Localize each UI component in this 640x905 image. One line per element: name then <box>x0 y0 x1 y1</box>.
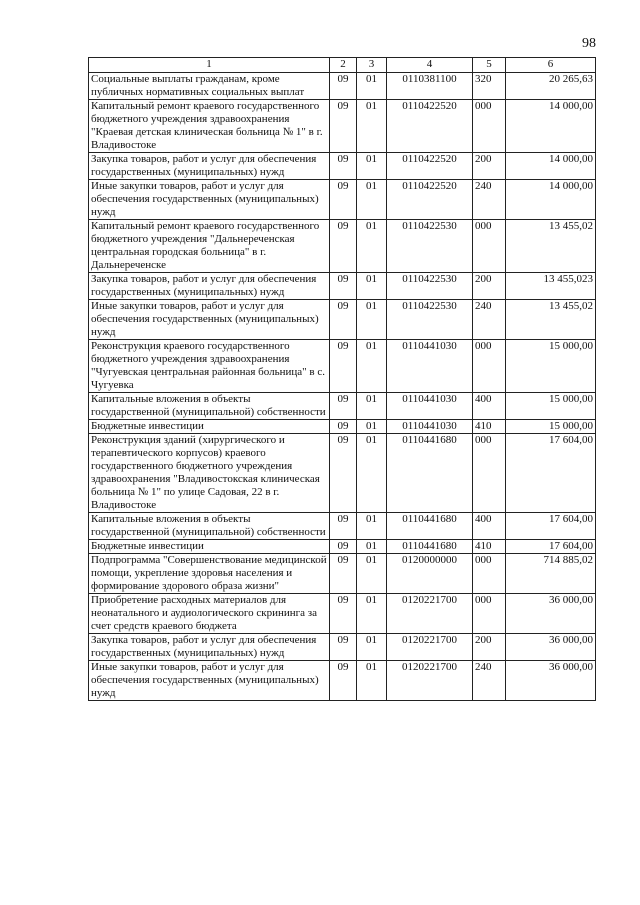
row-amount: 17 604,00 <box>506 513 596 540</box>
row-col-2: 09 <box>330 300 357 340</box>
row-name: Закупка товаров, работ и услуг для обеспечения государственных (муниципальных) нужд <box>89 634 330 661</box>
row-col-5: 000 <box>473 100 506 153</box>
row-name: Иные закупки товаров, работ и услуг для обеспечения государственных (муниципальных) нужд <box>89 300 330 340</box>
row-col-2: 09 <box>330 540 357 554</box>
row-col-3: 01 <box>357 153 387 180</box>
page-number: 98 <box>582 36 596 51</box>
row-col-2: 09 <box>330 220 357 273</box>
table-row <box>89 634 596 661</box>
row-name: Реконструкция краевого государственного бюджетного учреждения здравоохранения "Чугуевская центральная районная больница" в с. Чугуевка <box>89 340 330 393</box>
row-col-2: 09 <box>330 554 357 594</box>
row-col-5: 200 <box>473 153 506 180</box>
table-row <box>89 340 596 393</box>
row-col-3: 01 <box>357 100 387 153</box>
table-row <box>89 594 596 634</box>
row-name: Капитальные вложения в объекты государственной (муниципальной) собственности <box>89 513 330 540</box>
table-row <box>89 153 596 180</box>
row-col-5: 000 <box>473 434 506 513</box>
row-name: Бюджетные инвестиции <box>89 420 330 434</box>
table-row <box>89 273 596 300</box>
row-col-2: 09 <box>330 180 357 220</box>
table-row <box>89 513 596 540</box>
row-col-4: 0120000000 <box>387 554 473 594</box>
row-col-4: 0110441680 <box>387 513 473 540</box>
row-col-4: 0110422520 <box>387 180 473 220</box>
row-col-2: 09 <box>330 393 357 420</box>
row-col-4: 0120221700 <box>387 661 473 701</box>
row-col-5: 410 <box>473 540 506 554</box>
row-col-4: 0110422530 <box>387 220 473 273</box>
row-name: Подпрограмма "Совершенствование медицинской помощи, укрепление здоровья населения и формирование здорового образа жизни" <box>89 554 330 594</box>
row-col-2: 09 <box>330 661 357 701</box>
row-name: Бюджетные инвестиции <box>89 540 330 554</box>
row-col-4: 0110381100 <box>387 73 473 100</box>
row-col-5: 240 <box>473 180 506 220</box>
table-row <box>89 393 596 420</box>
row-amount: 714 885,02 <box>506 554 596 594</box>
header-row <box>89 58 596 73</box>
row-name: Закупка товаров, работ и услуг для обеспечения государственных (муниципальных) нужд <box>89 153 330 180</box>
row-col-5: 200 <box>473 273 506 300</box>
row-col-2: 09 <box>330 420 357 434</box>
row-name: Социальные выплаты гражданам, кроме публичных нормативных социальных выплат <box>89 73 330 100</box>
row-col-3: 01 <box>357 513 387 540</box>
row-amount: 15 000,00 <box>506 393 596 420</box>
row-col-3: 01 <box>357 73 387 100</box>
table-row <box>89 73 596 100</box>
row-col-2: 09 <box>330 434 357 513</box>
row-col-5: 000 <box>473 554 506 594</box>
row-col-2: 09 <box>330 340 357 393</box>
row-col-5: 000 <box>473 220 506 273</box>
row-col-4: 0110441680 <box>387 434 473 513</box>
table-row <box>89 661 596 701</box>
header-col-6: 6 <box>506 58 596 73</box>
row-name: Капитальный ремонт краевого государственного бюджетного учреждения "Дальнереченская центральная городская больница" в г. Дальнереченске <box>89 220 330 273</box>
row-col-5: 000 <box>473 340 506 393</box>
row-amount: 14 000,00 <box>506 153 596 180</box>
row-col-5: 240 <box>473 661 506 701</box>
row-col-3: 01 <box>357 180 387 220</box>
table-row <box>89 180 596 220</box>
row-col-3: 01 <box>357 661 387 701</box>
row-col-3: 01 <box>357 420 387 434</box>
row-amount: 36 000,00 <box>506 594 596 634</box>
row-col-4: 0110441030 <box>387 393 473 420</box>
table-row <box>89 100 596 153</box>
row-col-4: 0110422520 <box>387 153 473 180</box>
row-col-4: 0110441030 <box>387 420 473 434</box>
row-col-3: 01 <box>357 340 387 393</box>
table-row <box>89 540 596 554</box>
row-col-2: 09 <box>330 153 357 180</box>
row-amount: 13 455,02 <box>506 220 596 273</box>
row-col-5: 200 <box>473 634 506 661</box>
row-col-4: 0120221700 <box>387 594 473 634</box>
row-name: Иные закупки товаров, работ и услуг для обеспечения государственных (муниципальных) нужд <box>89 661 330 701</box>
header-col-4: 4 <box>387 58 473 73</box>
row-col-2: 09 <box>330 634 357 661</box>
row-col-3: 01 <box>357 434 387 513</box>
table-row <box>89 554 596 594</box>
row-col-2: 09 <box>330 594 357 634</box>
row-col-4: 0110422530 <box>387 273 473 300</box>
row-amount: 13 455,023 <box>506 273 596 300</box>
row-col-5: 240 <box>473 300 506 340</box>
row-amount: 15 000,00 <box>506 420 596 434</box>
row-col-3: 01 <box>357 393 387 420</box>
header-col-5: 5 <box>473 58 506 73</box>
row-col-2: 09 <box>330 100 357 153</box>
row-amount: 14 000,00 <box>506 180 596 220</box>
row-col-5: 400 <box>473 393 506 420</box>
row-col-4: 0110422520 <box>387 100 473 153</box>
header-col-2: 2 <box>330 58 357 73</box>
row-amount: 17 604,00 <box>506 540 596 554</box>
row-col-5: 000 <box>473 594 506 634</box>
row-col-2: 09 <box>330 73 357 100</box>
row-name: Закупка товаров, работ и услуг для обеспечения государственных (муниципальных) нужд <box>89 273 330 300</box>
row-amount: 15 000,00 <box>506 340 596 393</box>
row-col-3: 01 <box>357 540 387 554</box>
row-amount: 36 000,00 <box>506 661 596 701</box>
header-col-1: 1 <box>89 58 330 73</box>
row-name: Капитальные вложения в объекты государственной (муниципальной) собственности <box>89 393 330 420</box>
table-row <box>89 420 596 434</box>
row-col-3: 01 <box>357 554 387 594</box>
row-col-4: 0110441030 <box>387 340 473 393</box>
row-col-5: 410 <box>473 420 506 434</box>
row-col-3: 01 <box>357 634 387 661</box>
row-col-2: 09 <box>330 513 357 540</box>
row-col-2: 09 <box>330 273 357 300</box>
row-amount: 14 000,00 <box>506 100 596 153</box>
row-col-4: 0110422530 <box>387 300 473 340</box>
table-row <box>89 434 596 513</box>
row-col-3: 01 <box>357 220 387 273</box>
row-name: Иные закупки товаров, работ и услуг для обеспечения государственных (муниципальных) нужд <box>89 180 330 220</box>
budget-table <box>88 57 596 701</box>
row-col-4: 0120221700 <box>387 634 473 661</box>
row-col-5: 320 <box>473 73 506 100</box>
table-row <box>89 220 596 273</box>
row-col-4: 0110441680 <box>387 540 473 554</box>
row-amount: 20 265,63 <box>506 73 596 100</box>
row-name: Приобретение расходных материалов для неонатального и аудиологического скрининга за счет средств краевого бюджета <box>89 594 330 634</box>
row-amount: 36 000,00 <box>506 634 596 661</box>
row-amount: 13 455,02 <box>506 300 596 340</box>
row-amount: 17 604,00 <box>506 434 596 513</box>
table-row <box>89 300 596 340</box>
row-name: Реконструкция зданий (хирургического и терапевтического корпусов) краевого государственного бюджетного учреждения здравоохранения "Владивостокская клиническая больница № 1" по улице Садовая, 22 в г. Владивостоке <box>89 434 330 513</box>
row-col-5: 400 <box>473 513 506 540</box>
row-col-3: 01 <box>357 300 387 340</box>
row-col-3: 01 <box>357 594 387 634</box>
row-col-3: 01 <box>357 273 387 300</box>
header-col-3: 3 <box>357 58 387 73</box>
row-name: Капитальный ремонт краевого государственного бюджетного учреждения здравоохранения "Краевая детская клиническая больница № 1" в г. Владивостоке <box>89 100 330 153</box>
